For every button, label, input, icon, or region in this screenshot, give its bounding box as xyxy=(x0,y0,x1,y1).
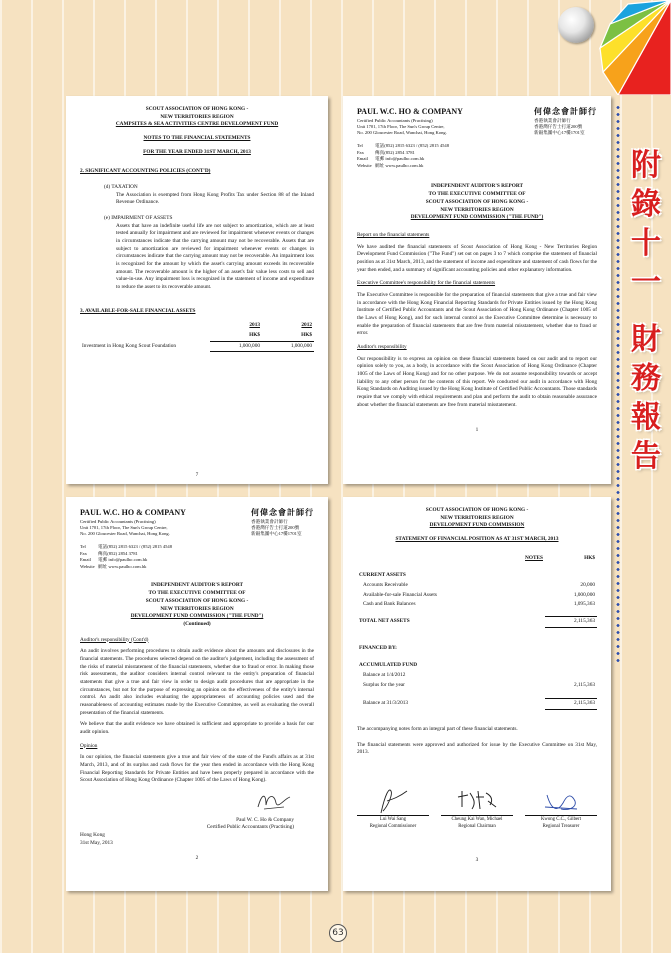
firm-sub-cn: 香港執業會計師行 xyxy=(251,518,288,524)
dotted-line-decoration xyxy=(616,104,620,664)
row-label: Available-for-sale Financial Assets xyxy=(363,591,437,598)
signature-block xyxy=(525,785,597,831)
letterhead xyxy=(80,507,314,538)
table-row xyxy=(357,600,597,610)
firm-sub: Certified Public Accountants (Practising) xyxy=(80,518,156,524)
side-title-char: 務 xyxy=(631,361,661,396)
contact-key: Tel xyxy=(80,543,86,549)
financial-position-table xyxy=(357,554,597,710)
signatory-name: Lui Wai Sang xyxy=(357,815,429,824)
firm-block xyxy=(357,106,463,137)
contact-block xyxy=(80,544,314,571)
paragraph-heading: Auditor's responsibility xyxy=(357,343,407,350)
doc-page-number: 2 xyxy=(195,855,199,862)
contact-key: Fax xyxy=(357,149,364,155)
contact-value: 電話(852) 2815 6323 / (852) 2815 4548 xyxy=(98,543,173,549)
signatory-title: Regional Commissioner xyxy=(369,824,417,830)
paragraph: We believe that the audit evidence we have obtained is sufficient and appropriate to provide a basis for our audit opinion. xyxy=(80,721,314,735)
table-row xyxy=(357,671,597,681)
column-header: 2012 xyxy=(301,322,312,329)
table-row xyxy=(357,653,597,661)
firm-name-cn: 何偉念會計師行 xyxy=(534,107,597,116)
signature-kwong xyxy=(541,785,581,815)
contact-value: 網址 www.paulho.com.hk xyxy=(98,563,147,569)
contact-key: Tel xyxy=(357,142,363,148)
signature-block xyxy=(357,785,429,831)
contact-key: Email xyxy=(357,156,368,162)
signature-lui xyxy=(373,785,413,815)
row-label: Surplus for the year xyxy=(363,681,405,688)
table-row xyxy=(357,571,597,581)
side-title-char: 報 xyxy=(631,400,661,435)
contact-block xyxy=(357,143,597,170)
table-row xyxy=(357,690,597,699)
report-title: DEVELOPMENT FUND COMMISSION ("THE FUND") xyxy=(130,613,264,620)
table-row xyxy=(357,563,597,571)
table-row xyxy=(357,554,597,564)
report-title: SCOUT ASSOCIATION OF HONG KONG - xyxy=(425,198,529,205)
fund-title: DEVELOPMENT FUND COMMISSION xyxy=(429,522,525,529)
silver-ball-decoration xyxy=(558,7,594,43)
statement-note: The accompanying notes form an integral part of these financial statements. xyxy=(357,726,518,733)
subsection-heading: (d) TAXATION xyxy=(104,184,138,191)
color-fan-decoration xyxy=(598,0,671,95)
firm-cn-block xyxy=(534,106,597,137)
cell-value: 20,000 xyxy=(580,582,595,589)
cell-value: 2,115,363 xyxy=(545,699,597,710)
side-title-char: 一 xyxy=(631,265,661,300)
firm-sub: Certified Public Accountants (Practising) xyxy=(357,117,433,123)
firm-name: PAUL W.C. HO & COMPANY xyxy=(80,508,186,517)
contact-key: Email xyxy=(80,557,91,563)
firm-sub-cn: 新銀集團中心17樓1701室 xyxy=(534,130,585,136)
firm-sub: Unit 1701, 17th Floor, The Sun's Group Centre, xyxy=(80,525,168,531)
cell-value: 1,095,363 xyxy=(573,601,595,608)
firm-sub: No. 200 Gloucester Road, Wanchai, Hong Kong. xyxy=(357,130,447,136)
subsection-heading: (e) IMPAIRMENT OF ASSETS xyxy=(104,215,173,222)
signatory-title: Regional Treasurer xyxy=(542,824,580,830)
cell-value xyxy=(545,671,597,681)
section-heading: 3. AVAILABLE-FOR-SALE FINANCIAL ASSETS xyxy=(80,307,196,314)
auditor-report-page xyxy=(343,96,611,484)
impairment-text: Assets that have an indefinite useful life are not subject to amortization, which are at least tested annually for impairment and are reviewed for impairment whenever events or changes in circumstances indicate that the carrying amount may not be recoverable. Assets that are subject to amortization are reviewed for impairment whenever events or changes in circumstances indicate that the carrying amount may not be recoverable. An impairment loss is recognized for the amount by which the asset's carrying amount exceeds its recoverable amount. The recoverable amount is the higher of an asset's fair value less costs to sell and value-in-use. Any impairment loss is recognized in the statement of income and expenditure to reduce the asset to its recoverable amount. xyxy=(116,222,314,291)
column-header: NOTES xyxy=(525,554,543,561)
signatory-name: Cheung Kai Wan, Michael xyxy=(441,815,513,824)
fund-title: CAMPSITES & SEA ACTIVITIES CENTRE DEVELOPMENT FUND xyxy=(115,121,279,128)
paragraph-heading: Auditor's responsibility (Cont'd) xyxy=(80,636,149,643)
doc-page-number: 1 xyxy=(475,427,479,434)
signature-cheung xyxy=(454,785,500,815)
paragraph: In our opinion, the financial statements give a true and fair view of the state of the Fund's affairs as at 31st March, 2013, and of its surplus and cash flows for the year then ended in accordance with the Hong Kong Financial Reporting Standards for Private Entities and have been properly prepared in accordance with the Scout Association of Hong Kong Ordinance (Chapter 1005 of the Laws of Hong Kong). xyxy=(80,754,314,784)
row-label: FINANCED BY: xyxy=(359,644,397,651)
letterhead xyxy=(357,106,597,137)
contact-key: Fax xyxy=(80,550,87,556)
table-row xyxy=(357,644,597,654)
table-row xyxy=(357,627,597,644)
table-row xyxy=(80,341,314,352)
contact-value: 電話(852) 2815 6323 / (852) 2815 4548 xyxy=(375,142,450,148)
report-title: INDEPENDENT AUDITOR'S REPORT xyxy=(150,582,244,589)
cell-value: 2,115,363 xyxy=(545,617,597,628)
table-row xyxy=(357,617,597,628)
table-row xyxy=(357,591,597,601)
contact-key: Website xyxy=(357,162,372,168)
currency-header: HK$ xyxy=(249,332,260,339)
table-row xyxy=(80,321,314,331)
firm-sub: Unit 1701, 17th Floor, The Sun's Group Centre, xyxy=(357,124,445,130)
org-title: SCOUT ASSOCIATION OF HONG KONG - xyxy=(145,106,249,112)
region-title: NEW TERRITORIES REGION xyxy=(160,113,234,120)
row-label: Balance at 31/3/2013 xyxy=(363,700,409,707)
year-title: FOR THE YEAR ENDED 31ST MARCH, 2013 xyxy=(143,148,251,155)
firm-sub: No. 200 Gloucester Road, Wanchai, Hong Kong. xyxy=(80,531,170,537)
table-row xyxy=(357,661,597,671)
firm-cn-block xyxy=(251,507,314,538)
table-row xyxy=(357,681,597,691)
contact-value: 電郵 info@paulho.com.hk xyxy=(375,156,425,162)
firm-sub-cn: 香港執業會計師行 xyxy=(534,117,571,123)
report-title: NEW TERRITORIES REGION xyxy=(440,206,514,213)
report-title: DEVELOPMENT FUND COMMISSION ("THE FUND") xyxy=(410,214,544,221)
contact-value: 電郵 info@paulho.com.hk xyxy=(98,557,148,563)
row-label: Balance at 1/4/2012 xyxy=(363,672,406,679)
auditor-name: Paul W. C. Ho & Company xyxy=(236,816,294,823)
contact-value: 傳真(852) 2854 3781 xyxy=(375,149,415,155)
paragraph: Our responsibility is to express an opinion on these financial statements based on our audit and to report our opinion solely to you, as a body, in accordance with the Scout Association of Hong Kong Ordinance (Chapter 1005 of the Laws of Hong Kong) and for no other purpose. We do not assume responsibility towards or accept liability to any other person for the contents of this report. We conducted our audit in accordance with Hong Kong Standards on Auditing issued by the Hong Kong Institute of Certified Public Accountants. Those standards require that we comply with ethical requirements and plan and perform the audit to obtain reasonable assurance about whether the financial statements are free from material misstatement. xyxy=(357,355,597,408)
contact-key: Website xyxy=(80,563,95,569)
firm-sub-cn: 香港灣仔告士打道200號 xyxy=(251,525,300,531)
cell-value: 1,000,000 xyxy=(573,591,595,598)
cell-value: 1,000,000 xyxy=(262,341,314,352)
report-date: 31st May, 2013 xyxy=(80,839,113,846)
notes-title: NOTES TO THE FINANCIAL STATEMENTS xyxy=(143,135,251,142)
column-header: 2013 xyxy=(249,322,260,329)
side-title-gap xyxy=(626,302,666,320)
paragraph: An audit involves performing procedures to obtain audit evidence about the amounts and disclosures in the financial statements. The procedures selected depend on the auditor's judgement, including the assessment of the risks of material misstatement of the financial statements, whether due to fraud or error. In making those risk assessments, the auditor considers internal control relevant to the entity's preparation of financial statements that give a true and fair view in order to design audit procedures that are appropriate in the circumstances, but not for the purpose of expressing an opinion on the effectiveness of the entity's internal control. An audit also includes evaluating the appropriateness of accounting policies used and the reasonableness of accounting estimates made by the Executive Committee, as well as evaluating the overall presentation of the financial statements. xyxy=(80,648,314,716)
paragraph: We have audited the financial statements of Scout Association of Hong Kong - New Territories Region Development Fund Commission ("The Fund") set out on pages 3 to 7 which comprise the statement of financial position as at 31st March, 2013, and the statement of income and expenditure and statement of cash flows for the year then ended, and a summary of significant accounting policies and other explanatory information. xyxy=(357,243,597,273)
auditor-status: Certified Public Accountants (Practising) xyxy=(206,824,294,831)
cell-value: 2,115,363 xyxy=(574,681,595,688)
report-title: (Continued) xyxy=(183,620,211,627)
cell-value: 1,000,000 xyxy=(210,341,262,352)
row-label: TOTAL NET ASSETS xyxy=(359,618,410,625)
report-title: TO THE EXECUTIVE COMMITTEE OF xyxy=(148,590,246,597)
report-title: NEW TERRITORIES REGION xyxy=(160,605,234,612)
financial-position-page xyxy=(343,497,611,891)
firm-name-cn: 何偉念會計師行 xyxy=(251,508,314,517)
row-label: Accounts Receivable xyxy=(363,582,408,589)
row-label: Cash and Bank Balances xyxy=(363,601,416,608)
side-title-char: 告 xyxy=(631,439,661,474)
report-title: TO THE EXECUTIVE COMMITTEE OF xyxy=(428,191,526,198)
statement-title: STATEMENT OF FINANCIAL POSITION AS AT 31ST MARCH, 2013 xyxy=(395,536,559,543)
report-title: INDEPENDENT AUDITOR'S REPORT xyxy=(430,183,524,190)
doc-page-number: 3 xyxy=(475,857,479,863)
side-title-char: 財 xyxy=(631,322,661,357)
report-title: SCOUT ASSOCIATION OF HONG KONG - xyxy=(145,597,249,604)
notes-document-page xyxy=(66,96,328,484)
contact-value: 網址 www.paulho.com.hk xyxy=(375,162,424,168)
row-label: Investment in Hong Kong Scout Foundation xyxy=(82,342,177,349)
signatory-title: Regional Chairman xyxy=(458,824,496,830)
report-place: Hong Kong xyxy=(80,831,105,838)
side-title-char: 錄 xyxy=(631,187,661,222)
row-label: ACCUMULATED FUND xyxy=(359,662,418,669)
table-row xyxy=(357,699,597,710)
firm-block xyxy=(80,507,186,538)
firm-sub-cn: 新銀集團中心17樓1701室 xyxy=(251,531,302,537)
table-row xyxy=(357,581,597,591)
column-header: HK$ xyxy=(584,554,595,561)
signature-block xyxy=(441,785,513,831)
paragraph-heading: Report on the financial statements xyxy=(357,231,430,238)
side-title-char: 十 xyxy=(631,226,661,261)
region-title: NEW TERRITORIES REGION xyxy=(440,514,514,521)
auditor-signature xyxy=(254,789,294,813)
row-label: CURRENT ASSETS xyxy=(359,572,406,579)
side-title-char: 附 xyxy=(631,148,661,183)
paragraph: The Executive Committee is responsible for the preparation of financial statements that give a true and fair view in accordance with the Hong Kong Financial Reporting Standards for Private Entities issued by the Hong Kong Institute of Certified Public Accountants and the Scout Association of Hong Kong Ordinance (Chapter 1005 of the Laws of Hong Kong), and for such internal control as the Executive Committee determine is necessary to enable the preparation of financial statements that are free from material misstatement, whether due to fraud or error. xyxy=(357,291,597,337)
firm-name: PAUL W.C. HO & COMPANY xyxy=(357,107,463,116)
table-row xyxy=(80,331,314,341)
signature-row xyxy=(357,785,597,831)
paragraph-heading: Opinion xyxy=(80,742,98,749)
doc-page-number: 7 xyxy=(195,472,199,479)
side-title xyxy=(626,146,666,476)
statement-note: The financial statements were approved and authorized for issue by the Executive Committee on 31st May, 2013. xyxy=(357,741,597,756)
org-title: SCOUT ASSOCIATION OF HONG KONG - xyxy=(425,507,529,513)
auditor-signature-block xyxy=(80,789,294,832)
page-number: 63 xyxy=(329,924,347,942)
contact-value: 傳真(852) 2854 3781 xyxy=(98,550,138,556)
taxation-text: The Association is exempted from Hong Kong Profits Tax under Section 88 of the Inland Revenue Ordinance. xyxy=(116,191,314,206)
currency-header: HK$ xyxy=(301,332,312,339)
signatory-name: Kwong C.C., Gilbert xyxy=(525,815,597,824)
paragraph-heading: Executive Committee's responsibility for the financial statements xyxy=(357,280,496,287)
firm-sub-cn: 香港灣仔告士打道200號 xyxy=(534,124,583,130)
section-heading: 2. SIGNIFICANT ACCOUNTING POLICIES (CONT'D) xyxy=(80,168,211,175)
afs-table xyxy=(80,321,314,352)
auditor-report-continued-page xyxy=(66,497,328,891)
